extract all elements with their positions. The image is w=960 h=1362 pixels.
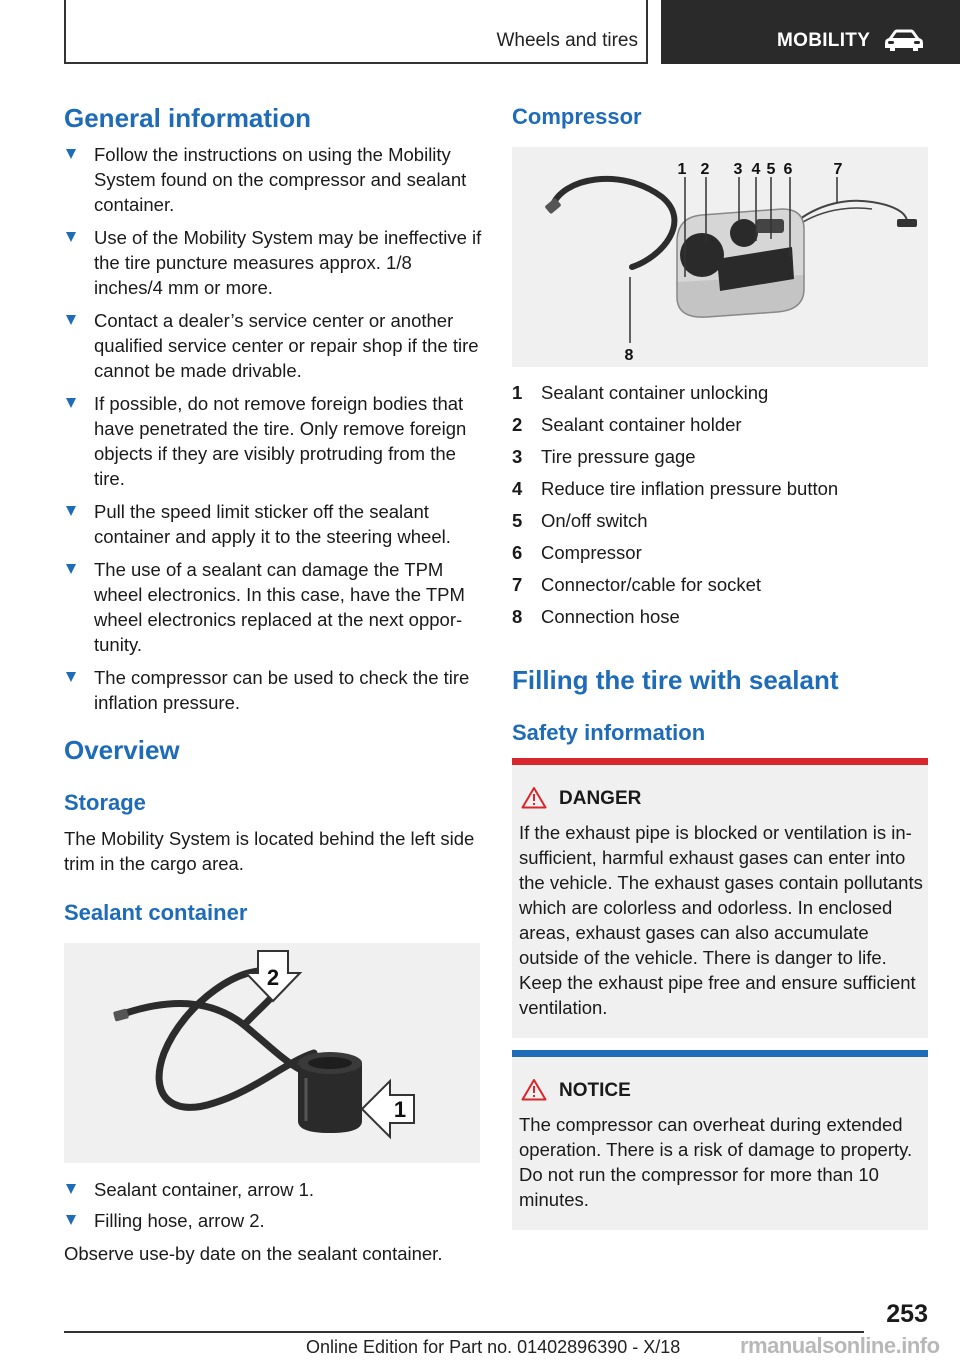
compressor-heading: Compressor [512, 104, 642, 129]
list-item: Sealant container, arrow 1. [64, 1177, 482, 1202]
legend-item: 8 Connection hose [512, 606, 680, 627]
sealant-container-heading: Sealant container [64, 900, 248, 925]
watermark: rmanualsonline.info [740, 1333, 940, 1358]
figure-label: 5 [766, 161, 776, 178]
general-information-heading: General information [64, 103, 312, 133]
danger-text: If the exhaust pipe is blocked or ventilation is insufficient, harmful exhaust gases can enter into the vehicle. The exhaust gases contain pollutants which are colorless and odorless. In enclosed areas, exhaust gases can also accumulate outside of the vehicle. There is danger to life. Keep the exhaust pipe free and ensure sufficient ventilation. [519, 822, 923, 1018]
list-item: The compressor can be used to check the tire inflation pressure. [64, 665, 482, 715]
legend-item: 3 Tire pressure gage [512, 446, 696, 467]
general-information-list [64, 142, 482, 723]
safety-information-heading: Safety information [512, 720, 706, 745]
notice-bar [512, 1050, 928, 1057]
sealant-container-illustration [64, 943, 480, 1163]
overview-heading: Overview [64, 735, 180, 765]
triangle-bullet-icon [66, 149, 76, 159]
legend-item: 7 Connector/cable for socket [512, 574, 762, 595]
notice-text: The compressor can overheat during extended operation. There is a risk of damage to property. Do not run the compressor for more than 10 minutes. [519, 1114, 913, 1210]
compressor-figure [512, 147, 928, 367]
legend-item: 4 Reduce tire inflation pressure button [512, 478, 839, 499]
header-tab-label: MOBILITY [777, 30, 871, 51]
figure-label: 1 [677, 161, 687, 178]
figure-label: 4 [751, 161, 761, 178]
list-item: Follow the instructions on using the Mobility System found on the compressor and sealant container. [64, 142, 482, 217]
list-item: Filling hose, arrow 2. [64, 1208, 482, 1233]
figure-label: 1 [393, 1097, 407, 1122]
figure-label: 7 [833, 161, 843, 178]
figure-label: 3 [733, 161, 743, 178]
triangle-bullet-icon [66, 232, 76, 242]
notice-title: NOTICE [559, 1080, 631, 1101]
list-item: Contact a dealer’s service center or another qualified service center or repair shop if the tire cannot be made drivable. [64, 308, 482, 383]
list-item: Use of the Mobility System may be ineffective if the tire puncture measures approx. 1/8 inches/4 mm or more. [64, 225, 482, 300]
figure-label: 2 [700, 161, 710, 178]
legend-item: 2 Sealant container holder [512, 414, 742, 435]
triangle-bullet-icon [66, 564, 76, 574]
sealant-container-figure [64, 943, 480, 1163]
storage-heading: Storage [64, 790, 146, 815]
triangle-bullet-icon [66, 398, 76, 408]
danger-title: DANGER [559, 788, 642, 809]
triangle-bullet-icon [66, 1215, 76, 1225]
sealant-container-list [64, 1177, 482, 1241]
storage-text: The Mobility System is located behind the left side trim in the cargo area. [64, 828, 475, 874]
figure-label: 2 [266, 965, 280, 990]
header-tab [661, 0, 960, 64]
legend-item: 5 On/off switch [512, 510, 648, 531]
danger-bar [512, 758, 928, 765]
list-item: Pull the speed limit sticker off the sealant container and apply it to the steering wheel. [64, 499, 482, 549]
page-number: 253 [886, 1300, 928, 1328]
filling-tire-heading: Filling the tire with sealant [512, 665, 839, 695]
compressor-illustration [512, 147, 928, 367]
triangle-bullet-icon [66, 672, 76, 682]
warning-triangle-icon [521, 1078, 547, 1101]
figure-label: 6 [783, 161, 793, 178]
compressor-legend [512, 380, 928, 636]
legend-item: 1 Sealant container unlocking [512, 382, 769, 403]
car-icon [883, 28, 925, 54]
list-item: If possible, do not remove foreign bodies that have penetrated the tire. Only remove foreign objects if they are visibly protruding from the tire. [64, 391, 482, 491]
triangle-bullet-icon [66, 506, 76, 516]
list-item: The use of a sealant can damage the TPM wheel electronics. In this case, have the TPM wheel electronics replaced at the next opportunity. [64, 557, 482, 657]
header-section-title: Wheels and tires [496, 30, 638, 51]
triangle-bullet-icon [66, 1184, 76, 1194]
figure-label: 8 [624, 347, 634, 364]
triangle-bullet-icon [66, 315, 76, 325]
warning-triangle-icon [521, 786, 547, 809]
footer-edition: Online Edition for Part no. 01402896390 - X/18 [306, 1337, 681, 1357]
legend-item: 6 Compressor [512, 542, 642, 563]
sealant-use-by-note: Observe use-by date on the sealant container. [64, 1243, 443, 1264]
notice-box [512, 1050, 928, 1230]
danger-box [512, 758, 928, 1038]
